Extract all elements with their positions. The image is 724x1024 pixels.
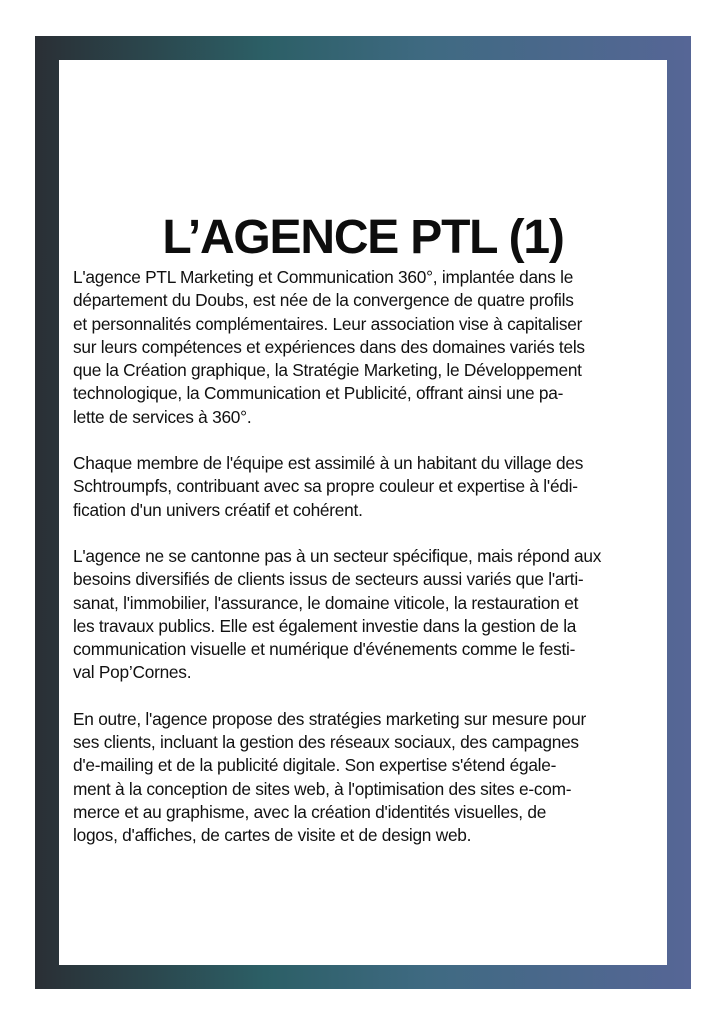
page-card: [59, 60, 667, 965]
paragraph-services: [73, 708, 653, 848]
text-line: lette de services à 360°.: [73, 406, 252, 427]
text-line: L'agence PTL Marketing et Communication 360°, implantée dans le: [73, 267, 574, 287]
text-line: technologique, la Communication et Publicité, offrant ainsi une pa-: [73, 383, 564, 404]
text-line: sur leurs compétences et expériences dans des domaines variés tels: [73, 336, 585, 357]
text-line: département du Doubs, est née de la convergence de quatre profils: [73, 290, 574, 311]
page-title: L’AGENCE PTL (1): [162, 211, 564, 264]
text-line: ses clients, incluant la gestion des réseaux sociaux, des campagnes: [73, 732, 579, 753]
text-line: Schtroumpfs, contribuant avec sa propre couleur et expertise à l'édi-: [73, 476, 578, 497]
text-line: val Pop’Cornes.: [73, 662, 192, 683]
text-line: L'agence ne se cantonne pas à un secteur spécifique, mais répond aux: [73, 545, 602, 566]
paragraph-sectors: [73, 545, 653, 685]
text-line: fication d'un univers créatif et cohérent.: [73, 499, 363, 520]
page-frame: [35, 36, 691, 989]
text-line: ment à la conception de sites web, à l'optimisation des sites e-com-: [73, 778, 572, 799]
text-line: les travaux publics. Elle est également investie dans la gestion de la: [73, 615, 577, 636]
text-line: d'e-mailing et de la publicité digitale. Son expertise s'étend égale-: [73, 755, 557, 776]
paragraph-team: [73, 452, 653, 522]
text-line: que la Création graphique, la Stratégie Marketing, le Développement: [73, 360, 582, 381]
text-line: besoins diversifiés de clients issus de secteurs aussi variés que l'arti-: [73, 569, 584, 590]
text-line: merce et au graphisme, avec la création d'identités visuelles, de: [73, 801, 547, 822]
text-line: En outre, l'agence propose des stratégies marketing sur mesure pour: [73, 708, 586, 729]
text-line: sanat, l'immobilier, l'assurance, le domaine viticole, la restauration et: [73, 592, 579, 613]
text-line: communication visuelle et numérique d'événements comme le festi-: [73, 639, 576, 660]
text-line: et personnalités complémentaires. Leur association vise à capitaliser: [73, 313, 583, 334]
document-body: [73, 266, 653, 871]
text-line: Chaque membre de l'équipe est assimilé à un habitant du village des: [73, 453, 584, 474]
paragraph-intro: [73, 266, 653, 429]
text-line: logos, d'affiches, de cartes de visite et de design web.: [73, 825, 472, 846]
